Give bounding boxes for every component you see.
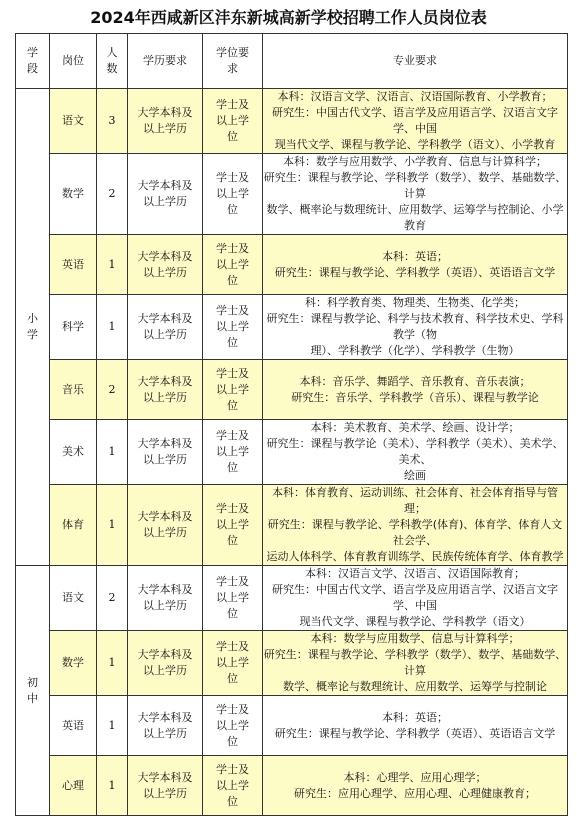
major-cell <box>263 485 568 566</box>
major-line: 研究生：中国古代文学、语言学及应用语言学、汉语言文字学、中国 <box>272 106 558 135</box>
major-line: 本科：汉语言文学、汉语言、汉语国际教育； <box>305 567 525 580</box>
education-cell: 大学本科及以上学历 <box>128 154 203 235</box>
post-cell: 英语 <box>50 696 97 756</box>
major-line: 本科：音乐学、舞蹈学、音乐教育、音乐表演； <box>299 374 531 388</box>
degree-cell: 学士及以上学位 <box>203 485 263 566</box>
major-line: 研究生：课程与教学论、学科教学（英语）、英语语言文学 <box>274 726 556 740</box>
post-cell: 语文 <box>50 566 97 631</box>
table-row <box>16 485 568 566</box>
table-row <box>16 89 568 154</box>
major-line: 现当代文学、课程与教学论、学科教学（语文） <box>299 615 531 628</box>
major-line: 本科：英语； <box>382 249 448 263</box>
major-line: 研究生：中国古代文学、语言学及应用语言学、汉语言文字学、中国 <box>272 583 558 612</box>
count-cell: 3 <box>97 89 128 154</box>
degree-cell: 学士及以上学位 <box>203 756 263 816</box>
table-row <box>16 360 568 420</box>
header-stage: 学段 <box>16 34 50 89</box>
education-cell: 大学本科及以上学历 <box>128 756 203 816</box>
header-education: 学历要求 <box>128 34 203 89</box>
major-cell <box>263 756 568 816</box>
header-degree: 学位要求 <box>203 34 263 89</box>
degree-cell: 学士及以上学位 <box>203 360 263 420</box>
post-cell: 数学 <box>50 154 97 235</box>
major-line: 研究生：课程与教学论、学科教学（数学）、数学、基础数学、计算 <box>263 648 567 677</box>
education-cell: 大学本科及以上学历 <box>128 295 203 360</box>
education-cell: 大学本科及以上学历 <box>128 566 203 631</box>
education-cell: 大学本科及以上学历 <box>128 360 203 420</box>
table-row <box>16 235 568 295</box>
major-line: 本科：心理学、应用心理学； <box>343 770 487 784</box>
post-cell: 音乐 <box>50 360 97 420</box>
major-cell <box>263 89 568 154</box>
major-line: 研究生：课程与教学论、学科教学（数学）、数学、基础数学、计算 <box>263 171 567 200</box>
post-cell: 数学 <box>50 631 97 696</box>
education-cell: 大学本科及以上学历 <box>128 696 203 756</box>
major-line: 理）、学科教学（化学）、学科教学（生物） <box>310 344 520 357</box>
major-line: 数学、概率论与数理统计、应用数学、运筹学与控制论 <box>283 680 547 693</box>
major-cell <box>263 566 568 631</box>
degree-cell: 学士及以上学位 <box>203 154 263 235</box>
major-line: 现当代文学、课程与教学论、学科教学（语文）、小学教育 <box>274 138 556 151</box>
major-line: 绘画 <box>404 469 426 482</box>
job-table <box>15 33 568 816</box>
major-cell <box>263 696 568 756</box>
count-cell: 1 <box>97 420 128 485</box>
major-cell <box>263 360 568 420</box>
page-title: 2024年西咸新区沣东新城高新学校招聘工作人员岗位表 <box>90 8 487 27</box>
major-line: 研究生：课程与教学论、学科教学(体育)、体育学、体育人文社会学、 <box>267 518 563 547</box>
header-count: 人数 <box>97 34 128 89</box>
table-row <box>16 631 568 696</box>
education-cell: 大学本科及以上学历 <box>128 89 203 154</box>
count-cell: 2 <box>97 360 128 420</box>
post-cell: 美术 <box>50 420 97 485</box>
major-cell <box>263 631 568 696</box>
degree-cell: 学士及以上学位 <box>203 566 263 631</box>
count-cell: 1 <box>97 295 128 360</box>
count-cell: 1 <box>97 631 128 696</box>
major-line: 本科：汉语言文学、汉语言、汉语国际教育、小学教育； <box>277 90 553 103</box>
table-row <box>16 420 568 485</box>
table-row <box>16 295 568 360</box>
major-cell <box>263 420 568 485</box>
major-cell <box>263 295 568 360</box>
table-row <box>16 696 568 756</box>
major-line: 研究生：课程与教学论、学科教学（英语）、英语语言文学 <box>274 265 556 279</box>
table-body <box>16 89 568 816</box>
education-cell: 大学本科及以上学历 <box>128 235 203 295</box>
major-line: 科：科学教育类、物理类、生物类、化学类； <box>305 296 525 309</box>
post-cell: 体育 <box>50 485 97 566</box>
major-line: 本科：英语； <box>382 710 448 724</box>
post-cell: 科学 <box>50 295 97 360</box>
degree-cell: 学士及以上学位 <box>203 89 263 154</box>
major-line: 本科：数学与应用数学、信息与计算科学； <box>310 632 520 645</box>
stage-cell-primary: 小学 <box>16 89 50 566</box>
degree-cell: 学士及以上学位 <box>203 696 263 756</box>
degree-cell: 学士及以上学位 <box>203 295 263 360</box>
major-line: 本科：体育教育、运动训练、社会体育、社会体育指导与管理； <box>272 486 558 515</box>
count-cell: 1 <box>97 756 128 816</box>
post-cell: 语文 <box>50 89 97 154</box>
count-cell: 1 <box>97 235 128 295</box>
major-line: 研究生：课程与教学论、科学与技术教育、科学技术史、学科教学（物 <box>266 312 564 341</box>
major-cell <box>263 154 568 235</box>
major-line: 运动人体科学、体育教育训练学、民族传统体育学、体育教学 <box>266 550 564 563</box>
major-line: 研究生：应用心理学、应用心理、心理健康教育； <box>294 786 536 800</box>
count-cell: 2 <box>97 566 128 631</box>
post-cell: 心理 <box>50 756 97 816</box>
count-cell: 2 <box>97 154 128 235</box>
major-line: 数学、概率论与数理统计、应用数学、运筹学与控制论、小学教育 <box>266 203 564 232</box>
post-cell: 英语 <box>50 235 97 295</box>
table-row <box>16 154 568 235</box>
header-major: 专业要求 <box>263 34 568 89</box>
education-cell: 大学本科及以上学历 <box>128 420 203 485</box>
table-row <box>16 756 568 816</box>
count-cell: 1 <box>97 696 128 756</box>
degree-cell: 学士及以上学位 <box>203 631 263 696</box>
major-line: 研究生：音乐学、学科教学（音乐）、课程与教学论 <box>291 390 539 404</box>
major-line: 本科：美术教育、美术学、绘画、设计学； <box>310 421 520 434</box>
education-cell: 大学本科及以上学历 <box>128 631 203 696</box>
count-cell: 1 <box>97 485 128 566</box>
header-post: 岗位 <box>50 34 97 89</box>
header-row <box>16 34 568 89</box>
major-line: 研究生：课程与教学论（美术）、学科教学（美术）、美术学、美术、 <box>266 437 564 466</box>
stage-cell-middle: 初中 <box>16 566 50 816</box>
degree-cell: 学士及以上学位 <box>203 235 263 295</box>
major-cell <box>263 235 568 295</box>
table-row <box>16 566 568 631</box>
major-line: 本科：数学与应用数学、小学教育、信息与计算科学； <box>283 155 547 168</box>
degree-cell: 学士及以上学位 <box>203 420 263 485</box>
education-cell: 大学本科及以上学历 <box>128 485 203 566</box>
